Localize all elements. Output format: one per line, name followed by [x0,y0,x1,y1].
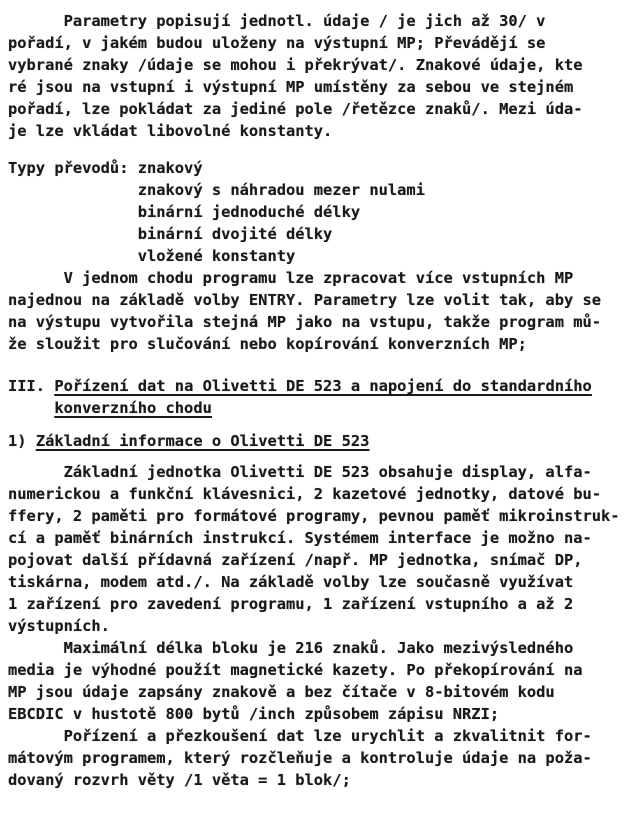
text-line: EBCDIC v hustotě 800 bytů /inch způsobem zápisu NRZI; [8,705,500,723]
text-line: Maximální délka bloku je 216 znaků. Jako mezivýsledného [8,639,574,657]
text-line: Základní jednotka Olivetti DE 523 obsahuje display, alfa- [8,463,592,481]
list-item: binární jednoduché délky [8,203,361,221]
text-line: MP jsou údaje zapsány znakově a bez čítače v 8-bitovém kodu [8,683,555,701]
paragraph-block-length [8,637,635,725]
heading-title-continued: konverzního chodu [54,399,212,417]
heading-line [8,375,635,397]
text-line: Pořízení a přezkoušení dat lze urychlit a zkvalitnit for- [8,727,592,745]
section-heading-iii [8,375,635,419]
paragraph-program-run [8,267,635,355]
heading-line [8,430,635,452]
heading-title: Základní informace o Olivetti DE 523 [35,432,370,450]
heading-title: Pořízení dat na Olivetti DE 523 a napojení do standardního [54,377,592,395]
paragraph-parameters [8,10,635,142]
paragraph-olivetti-unit [8,461,635,637]
text-line: Parametry popisují jednotl. údaje / je jich až 30/ v [8,12,546,30]
text-line: na výstupu vytvořila stejná MP jako na vstupu, takže program mů- [8,313,602,331]
text-line: numerickou a funkční klávesnici, 2 kazetové jednotky, datové bu- [8,485,602,503]
text-line: najednou na základě volby ENTRY. Parametry lze volit tak, aby se [8,291,602,309]
text-line: media je výhodné použít magnetické kazety. Po překopírování na [8,661,583,679]
text-line: pořadí, lze pokládat za jediné pole /řetězce znaků/. Mezi úda- [8,100,583,118]
paragraph-data-entry [8,725,635,791]
text-line: pořadí, v jakém budou uloženy na výstupní MP; Převádějí se [8,34,546,52]
subsection-heading-1 [8,430,635,452]
list-item: Typy převodů: znakový [8,159,203,177]
list-item: znakový s náhradou mezer nulami [8,181,425,199]
text-line: tiskárna, modem atd./. Na základě volby lze současně využívat [8,573,574,591]
text-line: ffery, 2 paměti pro formátové programy, pevnou paměť mikroinstruk- [8,507,620,525]
text-line: ré jsou na vstupní i výstupní MP umístěny za sebou ve stejném [8,78,574,96]
text-line: výstupních. [8,617,110,635]
text-line: mátovým programem, který rozčleňuje a kontroluje údaje na poža- [8,749,592,767]
heading-number: III. [8,377,55,395]
text-line: dovaný rozvrh věty /1 věta = 1 blok/; [8,771,351,789]
text-line: pojovat další přídavná zařízení /např. MP jednotka, snímač DP, [8,551,583,569]
text-line: 1 zařízení pro zavedení programu, 1 zařízení vstupního a až 2 [8,595,574,613]
list-conversion-types [8,157,635,267]
heading-line [8,397,635,419]
list-item: binární dvojité délky [8,225,333,243]
text-line: cí a paměť binárních instrukcí. Systémem interface je možno na- [8,529,592,547]
text-line: vybrané znaky /údaje se mohou i překrývat/. Znakové údaje, kte [8,56,583,74]
text-line: V jednom chodu programu lze zpracovat více vstupních MP [8,269,574,287]
heading-number: 1) [8,432,36,450]
list-item: vložené konstanty [8,247,296,265]
text-line: že sloužit pro slučování nebo kopírování konverzních MP; [8,335,527,353]
text-line: je lze vkládat libovolné konstanty. [8,122,333,140]
